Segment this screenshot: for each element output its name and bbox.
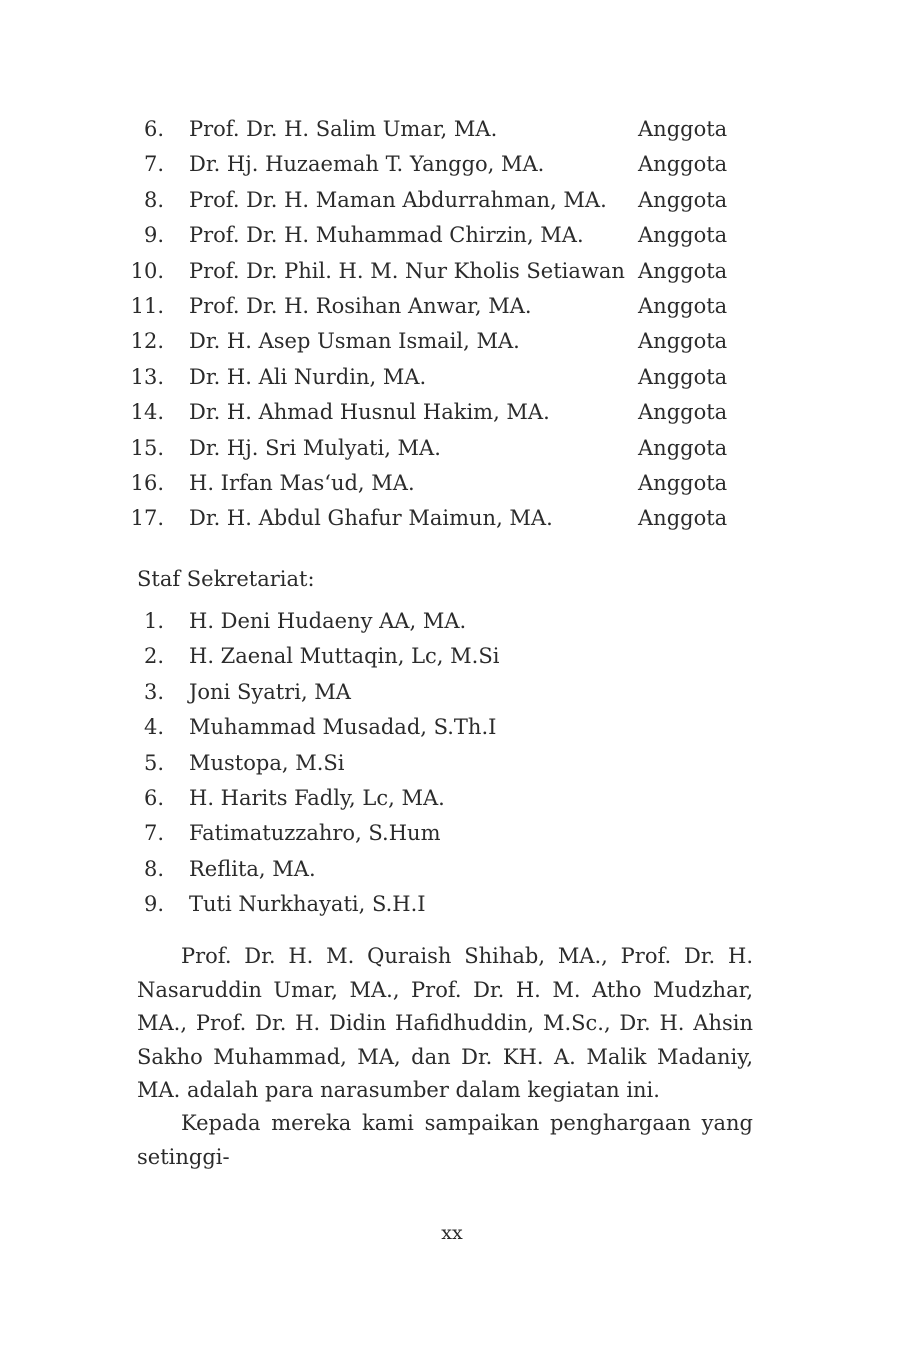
staff-name: H. Harits Fadly, Lc, MA. — [189, 785, 445, 810]
row-number: 14. — [130, 400, 164, 425]
member-role: Anggota — [638, 506, 728, 531]
committee-row — [0, 183, 904, 218]
staff-row — [0, 816, 904, 851]
member-name: Dr. Hj. Huzaemah T. Yanggo, MA. — [189, 152, 545, 177]
row-number: 5. — [143, 750, 164, 775]
row-number: 2. — [143, 644, 164, 669]
member-name: Prof. Dr. H. Salim Umar, MA. — [189, 117, 498, 141]
row-number: 7. — [143, 152, 164, 177]
acknowledgement-paragraph: Kepada mereka kami sampaikan penghargaan yang setinggi- — [137, 1111, 753, 1169]
member-role: Anggota — [638, 364, 728, 389]
row-number: 17. — [130, 506, 164, 531]
member-role: Anggota — [638, 293, 728, 318]
member-role: Anggota — [638, 258, 728, 283]
committee-row — [0, 466, 904, 501]
row-number: 8. — [143, 856, 164, 881]
row-number: 4. — [143, 715, 164, 740]
page-number: xx — [441, 1222, 463, 1244]
committee-row — [0, 289, 904, 324]
staff-heading: Staf Sekretariat: — [137, 567, 315, 591]
staff-name: Reflita, MA. — [189, 856, 316, 881]
member-name: Prof. Dr. H. Maman Abdurrahman, MA. — [189, 187, 607, 212]
member-name: Dr. H. Ali Nurdin, MA. — [189, 364, 427, 389]
member-role: Anggota — [638, 329, 728, 354]
staff-name: Tuti Nurkhayati, S.H.I — [189, 892, 426, 917]
member-role: Anggota — [638, 223, 728, 248]
row-number: 9. — [143, 223, 164, 248]
member-name: Dr. H. Asep Usman Ismail, MA. — [189, 329, 520, 354]
staff-name: H. Zaenal Muttaqin, Lc, M.Si — [189, 644, 500, 669]
member-name: Prof. Dr. H. Rosihan Anwar, MA. — [189, 293, 532, 318]
row-number: 9. — [143, 892, 164, 917]
member-role: Anggota — [638, 117, 728, 141]
member-role: Anggota — [638, 470, 728, 495]
committee-row — [0, 360, 904, 395]
member-role: Anggota — [638, 400, 728, 425]
row-number: 15. — [130, 435, 164, 460]
row-number: 6. — [143, 117, 164, 141]
committee-row — [0, 395, 904, 430]
row-number: 3. — [143, 679, 164, 704]
committee-row — [0, 112, 904, 147]
row-number: 8. — [143, 187, 164, 212]
row-number: 1. — [143, 609, 164, 633]
row-number: 16. — [130, 470, 164, 495]
row-number: 12. — [130, 329, 164, 354]
row-number: 7. — [143, 821, 164, 846]
staff-row — [0, 781, 904, 816]
staff-row — [0, 604, 904, 639]
staff-name: Joni Syatri, MA — [189, 679, 351, 704]
staff-list — [0, 604, 904, 923]
row-number: 10. — [130, 258, 164, 283]
member-role: Anggota — [638, 187, 728, 212]
staff-row — [0, 746, 904, 781]
staff-name: Fatimatuzzahro, S.Hum — [189, 821, 441, 846]
committee-row — [0, 324, 904, 359]
staff-row — [0, 675, 904, 710]
committee-row — [0, 218, 904, 253]
member-name: Prof. Dr. Phil. H. M. Nur Kholis Setiawan — [189, 258, 625, 283]
row-number: 6. — [143, 785, 164, 810]
committee-member-list — [0, 112, 904, 537]
staff-row — [0, 639, 904, 674]
member-name: Dr. H. Ahmad Husnul Hakim, MA. — [189, 400, 550, 425]
committee-row — [0, 431, 904, 466]
staff-row — [0, 710, 904, 745]
row-number: 11. — [130, 293, 164, 318]
row-number: 13. — [130, 364, 164, 389]
member-name: Dr. Hj. Sri Mulyati, MA. — [189, 435, 441, 460]
staff-row — [0, 887, 904, 922]
member-name: H. Irfan Mas‘ud, MA. — [189, 470, 415, 495]
staff-name: H. Deni Hudaeny AA, MA. — [189, 609, 467, 633]
committee-row — [0, 147, 904, 182]
staff-name: Mustopa, M.Si — [189, 750, 345, 775]
staff-row — [0, 852, 904, 887]
member-role: Anggota — [638, 435, 728, 460]
member-name: Prof. Dr. H. Muhammad Chirzin, MA. — [189, 223, 584, 248]
committee-row — [0, 254, 904, 289]
committee-row — [0, 501, 904, 536]
member-name: Dr. H. Abdul Ghafur Maimun, MA. — [189, 506, 553, 531]
narasumber-paragraph: Prof. Dr. H. M. Quraish Shihab, MA., Prof. Dr. H. Nasaruddin Umar, MA., Prof. Dr. H. M. Atho Mudzhar, MA., Prof. Dr. H. Didin Hafidhuddin, M.Sc., Dr. H. Ahsin Sakho Muhammad, MA, dan Dr. KH. A. Malik Madaniy, MA. adalah para narasumber dalam kegiatan ini. — [137, 944, 753, 1102]
staff-name: Muhammad Musadad, S.Th.I — [189, 715, 497, 740]
member-role: Anggota — [638, 152, 728, 177]
